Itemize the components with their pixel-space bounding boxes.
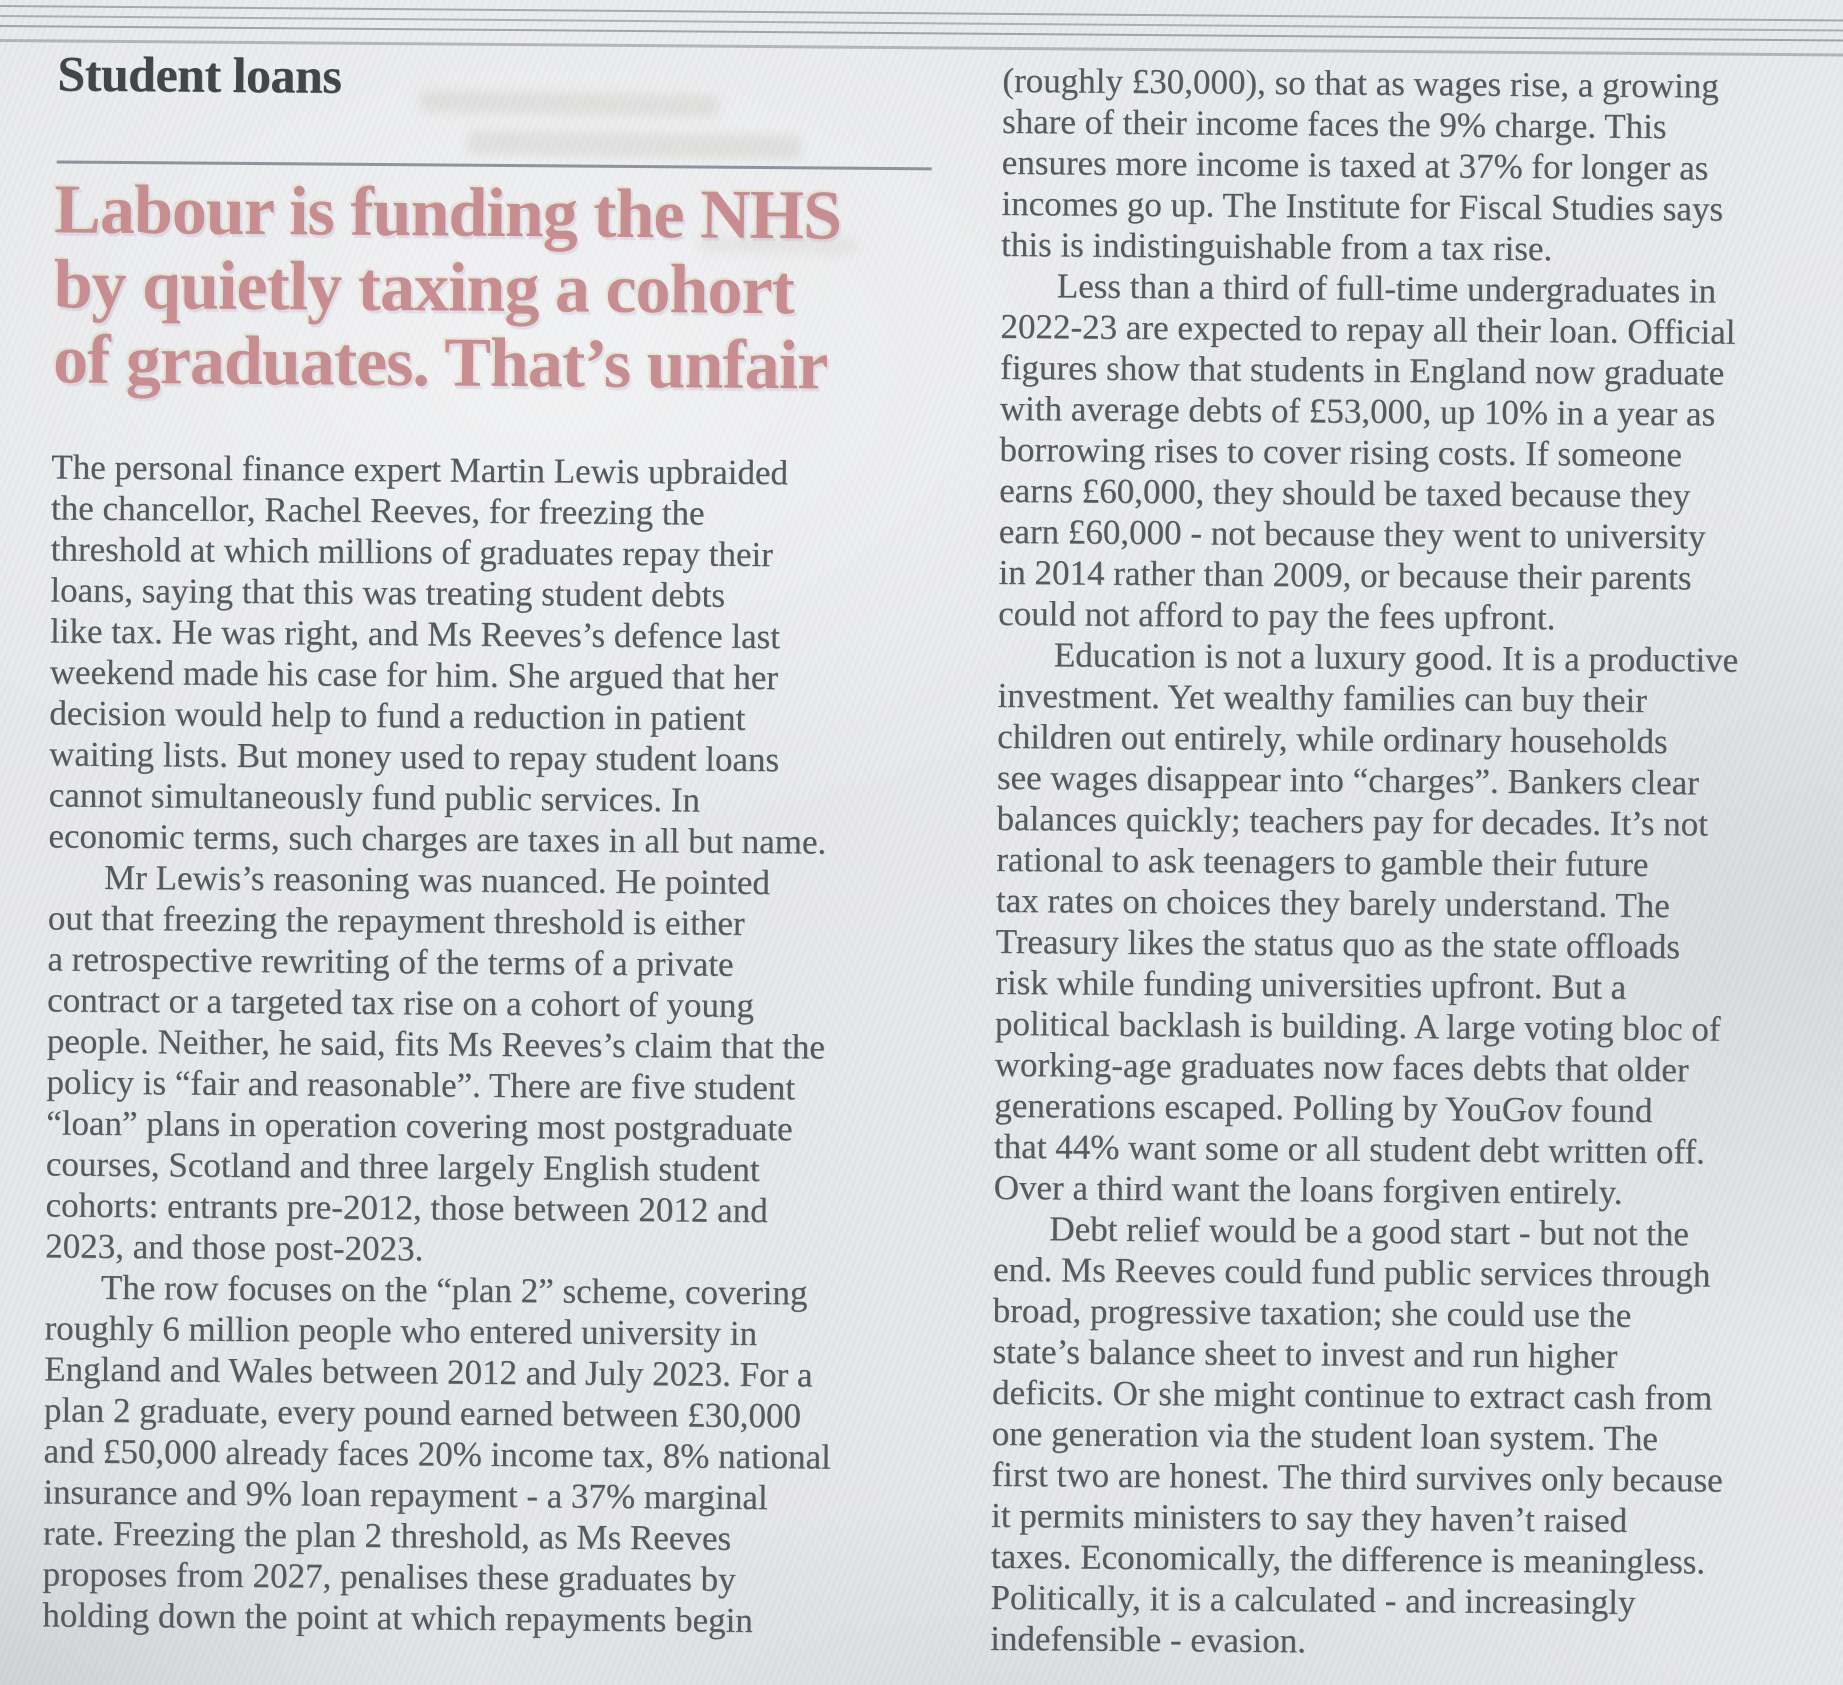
body-line: this is indistinguishable from a tax rise. xyxy=(1000,224,1553,269)
body-line: ensures more income is taxed at 37% for longer as xyxy=(1001,142,1709,188)
print-showthrough-artifact xyxy=(419,90,719,117)
article-paragraph xyxy=(42,1266,925,1642)
body-line: first two are honest. The third survives only because xyxy=(991,1454,1723,1500)
body-line: plan 2 graduate, every pound earned between £30,000 xyxy=(43,1390,802,1436)
body-line: Debt relief would be a good start - but not the xyxy=(1049,1209,1690,1254)
body-line: England and Wales between 2012 and July 2023. For a xyxy=(44,1349,813,1395)
body-line: deficits. Or she might continue to extract cash from xyxy=(991,1372,1713,1418)
body-line: and £50,000 already faces 20% income tax, 8% national xyxy=(43,1431,831,1477)
body-line: weekend made his case for him. She argued that her xyxy=(49,652,779,698)
body-line: 2022-23 are expected to repay all their loan. Official xyxy=(1000,306,1736,352)
body-line: children out entirely, while ordinary households xyxy=(997,716,1668,762)
article-paragraph xyxy=(1001,60,1843,272)
article-paragraph xyxy=(48,446,931,863)
body-line: Mr Lewis’s reasoning was nuanced. He pointed xyxy=(103,857,771,903)
body-line: in 2014 rather than 2009, or because their parents xyxy=(998,552,1692,598)
body-line: people. Neither, he said, fits Ms Reeves’s claim that the xyxy=(46,1021,826,1067)
body-line: cannot simultaneously fund public services. In xyxy=(48,775,701,820)
column-right xyxy=(990,60,1843,1666)
body-line: taxes. Economically, the difference is meaningless. xyxy=(990,1536,1706,1582)
body-line: (roughly £30,000), so that as wages rise, a growing xyxy=(1002,60,1719,106)
body-line: indefensible - evasion. xyxy=(990,1618,1307,1661)
body-line: tax rates on choices they barely understand. The xyxy=(995,880,1670,926)
body-line: The personal finance expert Martin Lewis upbraided xyxy=(51,447,789,493)
top-edge-rules xyxy=(0,0,1843,14)
body-line: end. Ms Reeves could fund public services through xyxy=(992,1249,1711,1295)
body-line: threshold at which millions of graduates repay their xyxy=(50,529,773,575)
body-line: figures show that students in England now graduate xyxy=(999,347,1725,393)
kicker-rule xyxy=(57,160,932,170)
body-line: Treasury likes the status quo as the state offloads xyxy=(995,921,1681,967)
headline-line: of graduates. That’s unfair xyxy=(52,321,828,405)
body-line: investment. Yet wealthy families can buy their xyxy=(997,675,1648,720)
headline-line: Labour is funding the NHS xyxy=(54,171,842,255)
body-line: a retrospective rewriting of the terms of a private xyxy=(47,939,734,984)
body-line: “loan” plans in operation covering most postgraduate xyxy=(46,1103,793,1149)
body-line: loans, saying that this was treating student debts xyxy=(50,570,726,615)
body-line: holding down the point at which repayments begin xyxy=(42,1595,754,1640)
body-line: risk while funding universities upfront. But a xyxy=(995,962,1627,1007)
body-line: economic terms, such charges are taxes in all but name. xyxy=(48,816,827,862)
body-line: decision would help to fund a reduction in patient xyxy=(49,693,746,738)
body-line: could not afford to pay the fees upfront. xyxy=(998,593,1556,638)
body-line: Education is not a luxury good. It is a productive xyxy=(1053,635,1739,680)
body-line: political backlash is building. A large voting bloc of xyxy=(994,1003,1721,1049)
body-line: Less than a third of full-time undergraduates in xyxy=(1056,266,1717,311)
body-line: The row focuses on the “plan 2” scheme, covering xyxy=(100,1267,808,1313)
body-line: share of their income faces the 9% charge. This xyxy=(1001,101,1667,147)
body-line: rational to ask teenagers to gamble their future xyxy=(996,839,1649,884)
body-line: Over a third want the loans forgiven entirely. xyxy=(993,1167,1623,1212)
body-line: incomes go up. The Institute for Fiscal Studies says xyxy=(1001,183,1724,229)
body-line: Politically, it is a calculated - and increasingly xyxy=(990,1577,1636,1622)
body-line: earns £60,000, they should be taxed because they xyxy=(999,470,1691,516)
body-line: one generation via the student loan system. The xyxy=(991,1413,1659,1459)
body-line: state’s balance sheet to invest and run higher xyxy=(992,1331,1618,1376)
body-line: borrowing rises to cover rising costs. If someone xyxy=(999,429,1683,475)
body-line: that 44% want some or all student debt written off. xyxy=(993,1126,1706,1172)
column-left xyxy=(42,446,931,1642)
body-line: proposes from 2027, penalises these graduates by xyxy=(42,1554,736,1599)
body-line: with average debts of £53,000, up 10% in a year as xyxy=(999,388,1716,434)
body-line: waiting lists. But money used to repay student loans xyxy=(48,734,780,780)
body-line: balances quickly; teachers pay for decades. It’s not xyxy=(996,798,1709,844)
body-line: 2023, and those post-2023. xyxy=(45,1226,424,1269)
body-line: see wages disappear into “charges”. Bankers clear xyxy=(996,757,1700,803)
body-line: generations escaped. Polling by YouGov found xyxy=(994,1085,1653,1131)
headline xyxy=(53,172,955,404)
article-paragraph xyxy=(45,856,928,1273)
body-line: rate. Freezing the plan 2 threshold, as Ms Reeves xyxy=(42,1513,732,1558)
body-line: roughly 6 million people who entered university in xyxy=(44,1308,758,1353)
body-line: contract or a targeted tax rise on a cohort of young xyxy=(46,980,755,1025)
body-line: earn £60,000 - not because they went to university xyxy=(998,511,1706,557)
body-line: cohorts: entrants pre-2012, those between 2012 and xyxy=(45,1185,768,1231)
section-kicker: Student loans xyxy=(57,45,342,104)
body-line: broad, progressive taxation; she could use the xyxy=(992,1290,1632,1335)
article-paragraph xyxy=(994,634,1838,1215)
body-line: the chancellor, Rachel Reeves, for freezing the xyxy=(50,488,705,533)
body-line: insurance and 9% loan repayment - a 37% marginal xyxy=(43,1472,768,1518)
article-paragraph xyxy=(990,1208,1834,1666)
body-line: out that freezing the repayment threshold is either xyxy=(47,898,745,943)
body-line: courses, Scotland and three largely English student xyxy=(45,1144,760,1190)
article-paragraph xyxy=(998,265,1841,641)
headline-line: by quietly taxing a cohort xyxy=(53,246,795,330)
body-line: working-age graduates now faces debts that older xyxy=(994,1044,1689,1090)
body-line: like tax. He was right, and Ms Reeves’s defence last xyxy=(49,611,781,657)
body-line: it permits ministers to say they haven’t raised xyxy=(990,1495,1628,1540)
body-line: policy is “fair and reasonable”. There are five student xyxy=(46,1062,796,1108)
print-showthrough-artifact xyxy=(467,130,802,160)
